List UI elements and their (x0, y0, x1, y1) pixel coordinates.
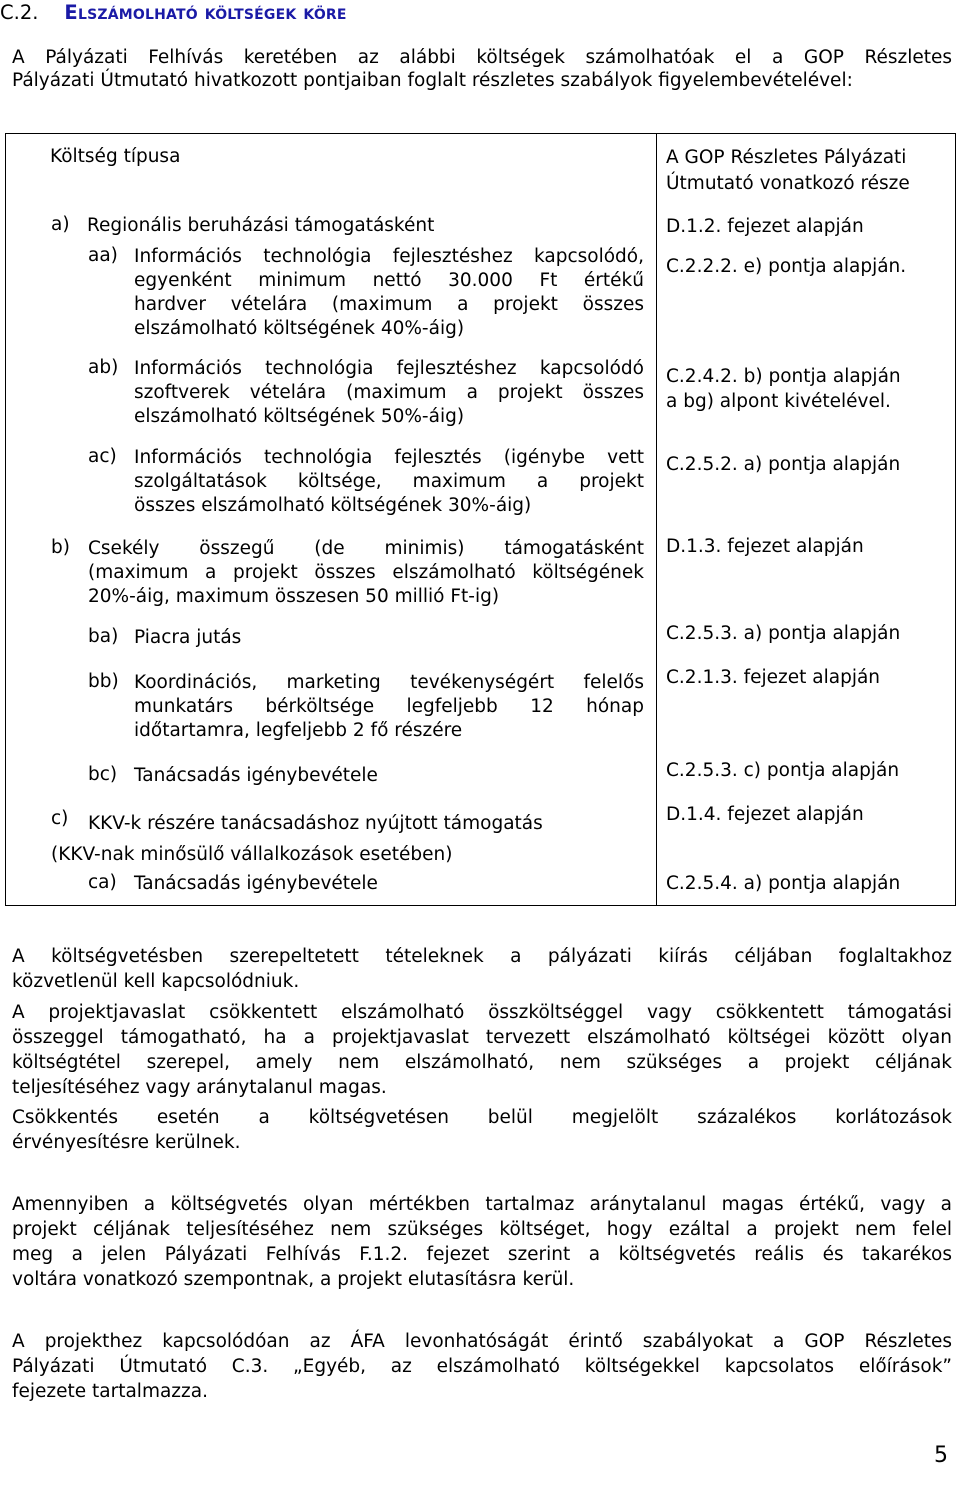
header-reference: A GOP Részletes Pályázati Útmutató vonatkozó része (666, 147, 910, 194)
section-number: C.2. (0, 1, 39, 24)
row-ref-ac: C.2.5.2. a) pontja alapján (666, 454, 901, 475)
row-label-bb: bb) (88, 671, 119, 692)
row-ref-ba: C.2.5.3. a) pontja alapján (666, 623, 901, 644)
row-text-c-cont: (KKV-nak minősülő vállalkozások esetében) (51, 844, 453, 865)
row-ref-c: D.1.4. fejezet alapján (666, 804, 864, 825)
row-text-c: KKV-k részére tanácsadáshoz nyújtott támogatás (88, 813, 543, 834)
cost-table (5, 133, 956, 906)
row-label-ab: ab) (88, 357, 119, 378)
row-text-bb: Koordinációs, marketing tevékenységért felelős munkatárs bérköltsége legfeljebb 12 hónap időtartamra, legfeljebb 2 fő részére (134, 672, 644, 741)
row-text-bc: Tanácsadás igénybevétele (134, 765, 378, 786)
paragraph-1: A költségvetésben szerepeltetett tételeknek a pályázati kiírás céljában foglaltakhoz közvetlenül kell kapcsolódniuk. (12, 946, 952, 992)
row-text-b: Csekély összegű (de minimis) támogatásként (maximum a projekt összes elszámolható költségének 20%-áig, maximum összesen 50 millió Ft-ig) (88, 538, 644, 607)
header-cost-type: Költség típusa (50, 146, 181, 167)
page-number: 5 (934, 1443, 948, 1468)
section-heading (0, 0, 347, 26)
paragraph-4: Amennyiben a költségvetés olyan mértékben tartalmaz aránytalanul magas értékű, vagy a projekt céljának teljesítéséhez nem szükséges költséget, hogy ezáltal a projekt nem felel meg a jelen Pályázati Felhívás F.1.2. fejezet szerint a költségvetés reális és takarékos voltára vonatkozó szempontnak, a projekt elutasításra kerül. (12, 1194, 952, 1290)
row-label-aa: aa) (88, 245, 118, 266)
paragraph-5: A projekthez kapcsolódóan az ÁFA levonhatóságát érintő szabályokat a GOP Részletes Pályázati Útmutató C.3. „Egyéb, az elszámolható költségekkel kapcsolatos előírások” fejezete tartalmazza. (12, 1331, 952, 1402)
row-text-ac: Információs technológia fejlesztés (igénybe vett szolgáltatások költsége, maximum a projekt összes elszámolható költségének 30%-áig) (134, 447, 644, 516)
row-text-ba: Piacra jutás (134, 627, 242, 648)
row-ref-bb: C.2.1.3. fejezet alapján (666, 667, 881, 688)
row-ref-aa: C.2.2.2. e) pontja alapján. (666, 256, 907, 277)
row-label-b: b) (51, 537, 70, 558)
row-ref-ab: C.2.4.2. b) pontja alapján a bg) alpont kivételével. (666, 366, 901, 412)
section-title: Elszámolható költségek köre (64, 1, 347, 24)
row-text-ca: Tanácsadás igénybevétele (134, 873, 378, 894)
column-divider (656, 134, 657, 905)
intro-paragraph (12, 46, 952, 92)
row-label-c: c) (51, 808, 69, 829)
intro-line: A Pályázati Felhívás keretében az alábbi költségek számolhatóak el a GOP Részletes (12, 47, 952, 68)
intro-line: Pályázati Útmutató hivatkozott pontjaiban foglalt részletes szabályok figyelembevételével: (12, 70, 853, 91)
row-label-a: a) (51, 214, 70, 235)
row-ref-bc: C.2.5.3. c) pontja alapján (666, 760, 900, 781)
row-text-ab: Információs technológia fejlesztéshez kapcsolódó szoftverek vételára (maximum a projekt összes elszámolható költségének 50%-áig) (134, 358, 644, 427)
row-label-bc: bc) (88, 764, 118, 785)
row-label-ca: ca) (88, 872, 117, 893)
row-ref-ca: C.2.5.4. a) pontja alapján (666, 873, 901, 894)
row-text-a: Regionális beruházási támogatásként (87, 215, 435, 236)
row-ref-a: D.1.2. fejezet alapján (666, 216, 864, 237)
paragraph-2: A projektjavaslat csökkentett elszámolható összköltséggel vagy csökkentett támogatási összeggel támogatható, ha a projektjavaslat tervezett elszámolható költségei között olyan költségtétel szerepel, amely nem elszámolható, nem szükséges a projekt céljának teljesítéséhez vagy aránytalanul magas. (12, 1002, 952, 1098)
row-label-ba: ba) (88, 626, 119, 647)
row-ref-b: D.1.3. fejezet alapján (666, 536, 864, 557)
row-label-ac: ac) (88, 446, 117, 467)
paragraph-3: Csökkentés esetén a költségvetésen belül megjelölt százalékos korlátozások érvényesítésre kerülnek. (12, 1107, 952, 1153)
row-text-aa: Információs technológia fejlesztéshez kapcsolódó, egyenként minimum nettó 30.000 Ft értékű hardver vételára (maximum a projekt összes elszámolható költségének 40%-áig) (134, 246, 644, 339)
